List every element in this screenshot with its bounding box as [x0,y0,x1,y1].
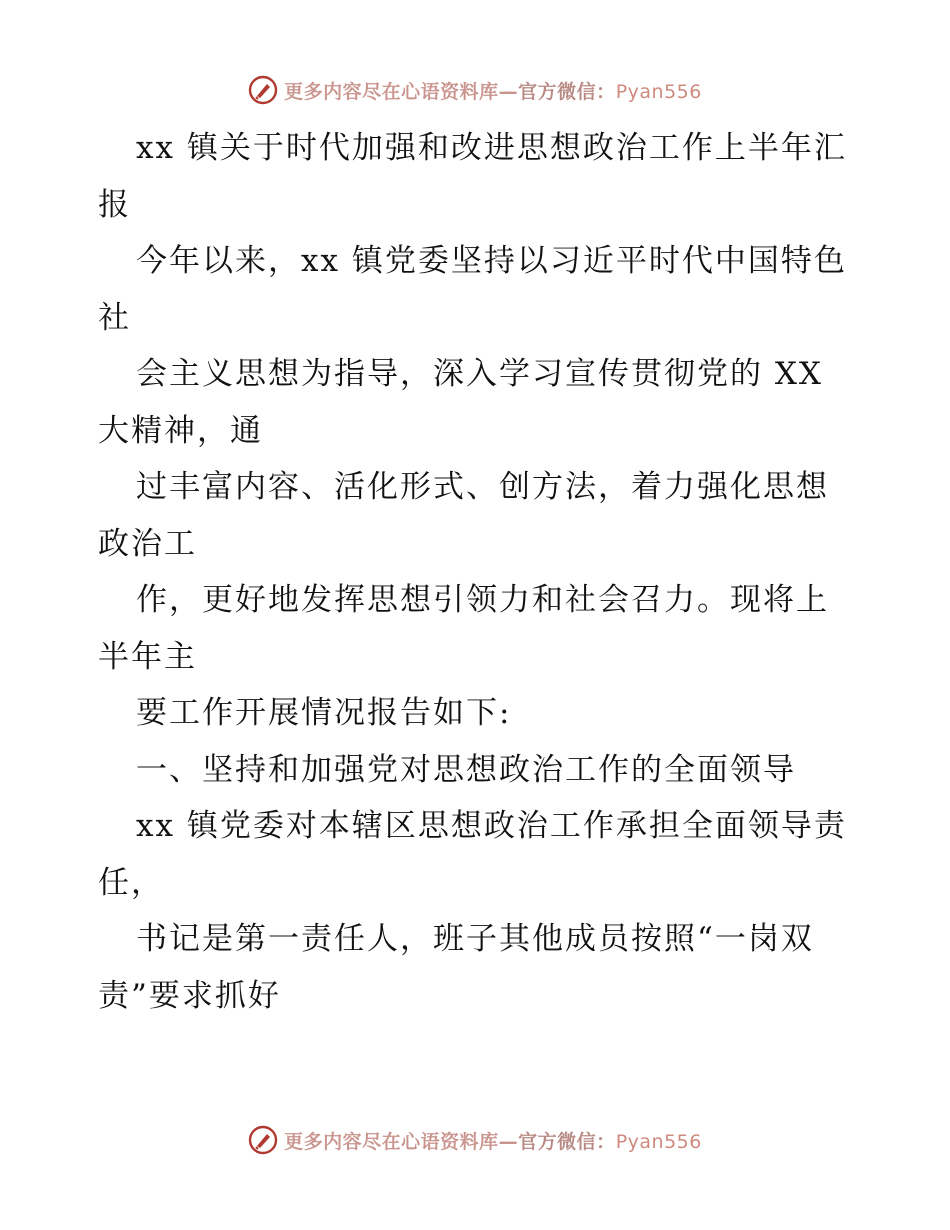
banner-lead-text: 更多内容尽在心语资料库 [284,80,499,103]
document-title: xx 镇关于时代加强和改进思想政治工作上半年汇报 [98,130,847,223]
section-heading: 一、坚持和加强党对思想政治工作的全面领导 [136,751,796,788]
body-paragraph: 今年以来，xx 镇党委坚持以习近平时代中国特色社 [98,243,847,336]
body-paragraph: 书记是第一责任人，班子其他成员按照“一岗双责”要求抓好 [98,921,814,1014]
banner-separator: — [498,1130,519,1153]
footer-watermark-banner [0,1120,950,1160]
banner-wechat-label: 官方微信： [518,80,616,103]
banner-wechat-id: Pyan556 [615,80,702,103]
body-paragraph: 会主义思想为指导，深入学习宣传贯彻党的 XX 大精神，通 [98,356,823,449]
banner-wechat-label: 官方微信： [518,1130,616,1153]
banner-wechat-id: Pyan556 [615,1130,702,1153]
banner-separator: — [498,80,519,103]
pen-logo-icon [248,75,278,105]
body-paragraph: 作，更好地发挥思想引领力和社会召力。现将上半年主 [98,582,829,675]
banner-lead-text: 更多内容尽在心语资料库 [284,1130,499,1153]
footer-banner-text [284,1127,702,1154]
header-banner-text [284,77,702,104]
header-watermark-banner [0,70,950,110]
body-paragraph: 过丰富内容、活化形式、创方法，着力强化思想政治工 [98,469,829,562]
body-paragraph: 要工作开展情况报告如下: [136,695,512,731]
body-paragraph: xx 镇党委对本辖区思想政治工作承担全面领导责任， [98,808,847,901]
document-body [98,120,858,1024]
pen-logo-icon [248,1125,278,1155]
